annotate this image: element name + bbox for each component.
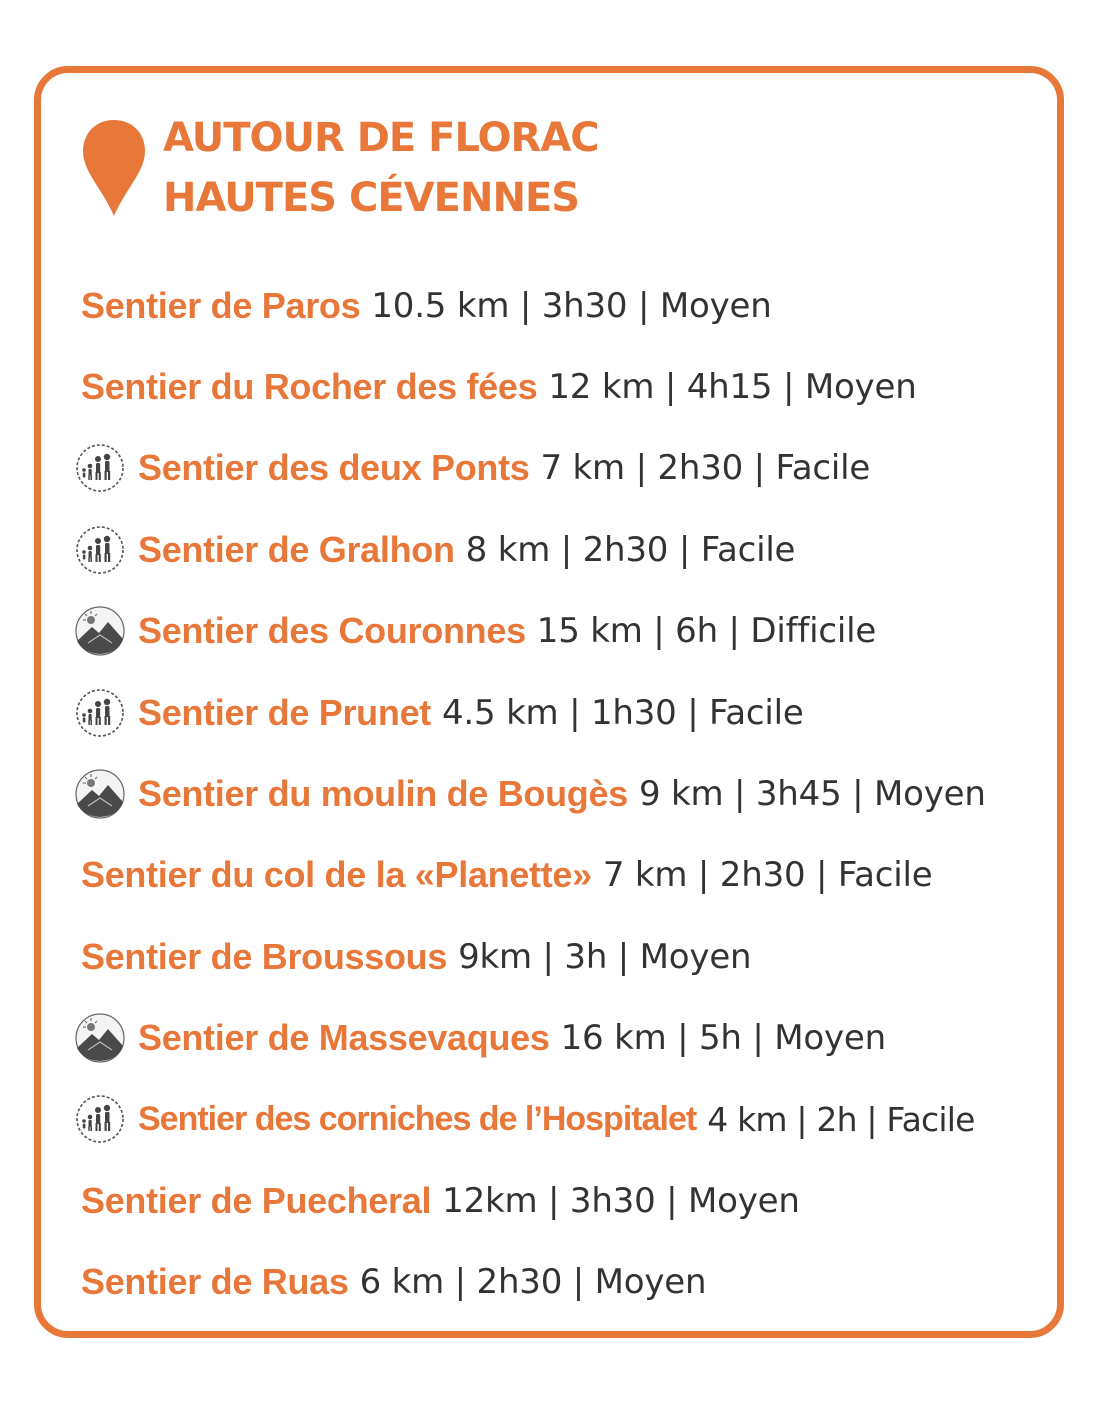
family-hikers-icon	[74, 524, 126, 576]
trail-item	[81, 850, 932, 900]
title-line-2: HAUTES CÉVENNES	[163, 175, 580, 221]
trail-info: 9 km | 3h45 | Moyen	[638, 774, 986, 814]
trail-name: Sentier du moulin de Bougès	[138, 773, 628, 814]
trail-info: 4.5 km | 1h30 | Facile	[441, 693, 804, 733]
trail-info: 16 km | 5h | Moyen	[560, 1018, 886, 1058]
trail-name: Sentier de Puecheral	[81, 1180, 432, 1221]
trail-item	[81, 1257, 706, 1307]
trail-item	[74, 606, 876, 656]
trail-item	[74, 525, 795, 575]
trail-item	[81, 932, 751, 982]
trail-info: 7 km | 2h30 | Facile	[540, 448, 871, 488]
title-line-1: AUTOUR DE FLORAC	[163, 115, 599, 161]
trail-name: Sentier de Ruas	[81, 1261, 349, 1302]
trail-info: 7 km | 2h30 | Facile	[602, 855, 933, 895]
trail-name: Sentier de Massevaques	[138, 1017, 550, 1058]
trail-info: 12km | 3h30 | Moyen	[442, 1181, 800, 1221]
trail-item	[81, 281, 772, 331]
trail-name: Sentier de Broussous	[81, 936, 448, 977]
trail-info: 10.5 km | 3h30 | Moyen	[371, 286, 772, 326]
trail-info: 8 km | 2h30 | Facile	[465, 530, 796, 570]
trail-info: 9km | 3h | Moyen	[458, 937, 752, 977]
trail-info: 12 km | 4h15 | Moyen	[548, 367, 917, 407]
trail-info: 6 km | 2h30 | Moyen	[359, 1262, 707, 1302]
trail-item	[81, 1176, 800, 1226]
mountain-sun-icon	[74, 605, 126, 657]
trail-item	[74, 1013, 886, 1063]
trail-item	[81, 362, 917, 412]
trail-item	[74, 769, 986, 819]
family-hikers-icon	[74, 442, 126, 494]
mountain-sun-icon	[74, 768, 126, 820]
trail-name: Sentier du col de la «Planette»	[81, 854, 592, 895]
family-hikers-icon	[74, 687, 126, 739]
trail-item	[74, 688, 804, 738]
trail-item	[74, 1094, 975, 1144]
trail-name: Sentier des corniches de l’Hospitalet	[138, 1099, 697, 1138]
trail-item	[74, 443, 870, 493]
family-hikers-icon	[74, 1093, 126, 1145]
mountain-sun-icon	[74, 1012, 126, 1064]
trail-info: 4 km | 2h | Facile	[707, 1099, 975, 1139]
trail-info: 15 km | 6h | Difficile	[536, 611, 877, 651]
trail-name: Sentier de Paros	[81, 285, 361, 326]
trail-name: Sentier de Gralhon	[138, 529, 455, 570]
trail-name: Sentier du Rocher des fées	[81, 366, 538, 407]
trail-name: Sentier des deux Ponts	[138, 447, 530, 488]
trail-name: Sentier des Couronnes	[138, 610, 526, 651]
trail-name: Sentier de Prunet	[138, 692, 431, 733]
